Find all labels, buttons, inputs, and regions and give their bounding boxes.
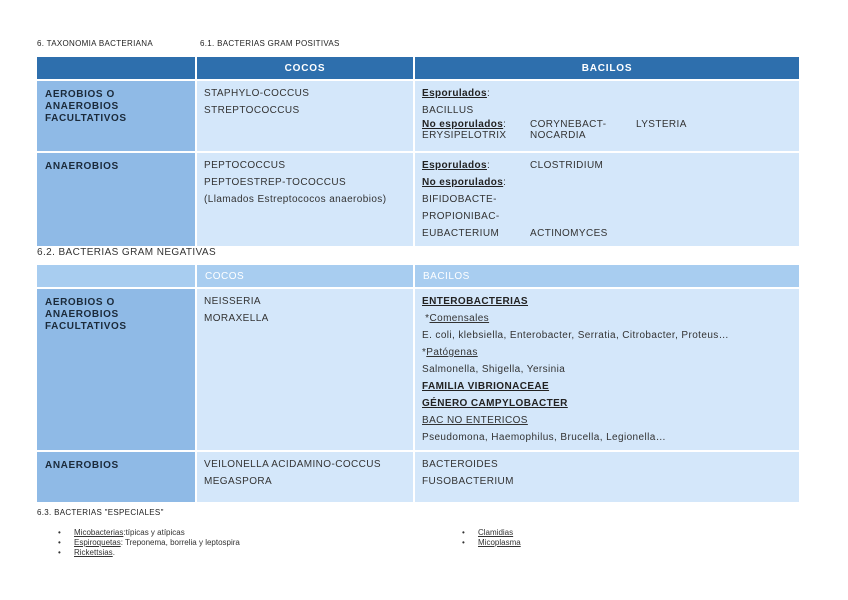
cocos-cell — [195, 151, 413, 246]
subsection-title-gram-negative: 6.2. BACTERIAS GRAM NEGATIVAS — [37, 247, 217, 258]
bacilos-cell — [413, 450, 799, 502]
especial-name[interactable]: Espiroquetas — [74, 538, 121, 547]
patogenas-list: Salmonella, Shigella, Yersinia — [422, 364, 566, 375]
cocos-item: MORAXELLA — [204, 313, 269, 324]
cocos-item: STREPTOCOCCUS — [204, 105, 300, 116]
list-item — [58, 528, 240, 538]
header-blank — [37, 57, 195, 79]
esporulados-label: Esporulados — [422, 88, 487, 99]
table-header-row — [37, 265, 799, 287]
cocos-item: MEGASPORA — [204, 476, 273, 487]
especial-name[interactable]: Rickettsias — [74, 548, 113, 557]
especial-desc: : Treponema, borrelia y leptospira — [120, 538, 240, 547]
bacilos-item: CORYNEBACT- — [530, 119, 607, 130]
section-title: 6. TAXONOMIA BACTERIANA — [37, 39, 153, 48]
subsection-title-gram-positive: 6.1. BACTERIAS GRAM POSITIVAS — [200, 39, 340, 48]
header-cocos: COCOS — [195, 265, 413, 287]
comensales-list: E. coli, klebsiella, Enterobacter, Serratia, Citrobacter, Proteus… — [422, 330, 730, 341]
header-cocos: COCOS — [195, 57, 413, 79]
bacilos-item: BACILLUS — [422, 105, 474, 116]
especial-name[interactable]: Micoplasma — [478, 538, 521, 547]
no-entericos-heading: BAC NO ENTERICOS — [422, 415, 528, 426]
row-label-aerobios: AEROBIOS O ANAEROBIOS FACULTATIVOS — [37, 79, 195, 151]
cocos-cell — [195, 79, 413, 151]
cocos-cell — [195, 287, 413, 450]
table-row — [37, 79, 799, 151]
campylobacter-heading: GÉNERO CAMPYLOBACTER — [422, 398, 568, 409]
cocos-item: PEPTOESTREP-TOCOCCUS — [204, 177, 347, 188]
row-label-anaerobios: ANAEROBIOS — [37, 450, 195, 502]
bacilos-item: ACTINOMYCES — [530, 228, 608, 239]
bacilos-item: EUBACTERIUM — [422, 228, 500, 239]
bacilos-cell: ENTEROBACTERIAS *Comensales E. coli, klebsiella, Enterobacter, Serratia, Citrobacter, Proteus… *Patógenas Salmonella, Shigella, Yersinia FAMILIA VIBRIONACEAE GÉNERO CAMPYLOBACTER BAC NO ENTERICOS Pseudomona, Haemophilus, Brucella, Legionella… — [413, 287, 799, 450]
header-blank — [37, 265, 195, 287]
bacilos-cell: Esporulados: BACILLUS No esporulados: CORYNEBACT- LYSTERIA ERYSIPELOTRIX NOCARDIA — [413, 79, 799, 151]
bacilos-item: FUSOBACTERIUM — [422, 476, 514, 487]
enterobacterias-heading: ENTEROBACTERIAS — [422, 296, 529, 307]
bacilos-item: NOCARDIA — [530, 130, 586, 141]
comensales-label: Comensales — [429, 313, 490, 324]
header-bacilos: BACILOS — [413, 265, 799, 287]
no-esporulados-label: No esporulados — [422, 177, 504, 188]
bacilos-item: BACTEROIDES — [422, 459, 499, 470]
especiales-list-right — [462, 528, 521, 548]
bacilos-item: PROPIONIBAC- — [422, 211, 500, 222]
especial-name[interactable]: Clamidias — [478, 528, 514, 537]
list-item — [58, 548, 240, 558]
especiales-list-left — [58, 528, 240, 558]
row-label-aerobios: AEROBIOS O ANAEROBIOS FACULTATIVOS — [37, 287, 195, 450]
vibrionaceae-heading: FAMILIA VIBRIONACEAE — [422, 381, 550, 392]
bacilos-item: LYSTERIA — [636, 119, 687, 130]
subsection-title-especiales: 6.3. BACTERIAS "ESPECIALES" — [37, 508, 164, 517]
bacilos-item: ERYSIPELOTRIX — [422, 130, 507, 141]
cocos-item: PEPTOCOCCUS — [204, 160, 286, 171]
table-header-row — [37, 57, 799, 79]
cocos-item: NEISSERIA — [204, 296, 261, 307]
especial-desc: :típicas y atípicas — [123, 528, 185, 537]
list-item — [58, 538, 240, 548]
bacilos-cell: Esporulados: CLOSTRIDIUM No esporulados: BIFIDOBACTE- PROPIONIBAC- EUBACTERIUM ACTINOMYCES — [413, 151, 799, 246]
table-row — [37, 287, 799, 450]
page-heading — [37, 39, 340, 48]
cocos-item: VEILONELLA ACIDAMINO-COCCUS — [204, 459, 381, 470]
bacilos-item: CLOSTRIDIUM — [530, 160, 604, 171]
cocos-note: (Llamados Estreptococos anaerobios) — [204, 194, 387, 205]
especial-desc: . — [112, 548, 115, 557]
cocos-item: STAPHYLO-COCCUS — [204, 88, 310, 99]
table-row — [37, 450, 799, 502]
patogenas-label: Patógenas — [426, 347, 478, 358]
header-bacilos: BACILOS — [413, 57, 799, 79]
especial-name[interactable]: Micobacterias — [74, 528, 124, 537]
cocos-cell — [195, 450, 413, 502]
esporulados-label: Esporulados — [422, 160, 487, 171]
gram-positive-table — [37, 57, 799, 246]
no-entericos-list: Pseudomona, Haemophilus, Brucella, Legionella… — [422, 432, 667, 443]
list-item — [462, 538, 521, 548]
gram-negative-table — [37, 265, 799, 502]
no-esporulados-label: No esporulados — [422, 119, 504, 130]
list-item — [462, 528, 521, 538]
table-row — [37, 151, 799, 246]
bacilos-item: BIFIDOBACTE- — [422, 194, 497, 205]
row-label-anaerobios: ANAEROBIOS — [37, 151, 195, 246]
